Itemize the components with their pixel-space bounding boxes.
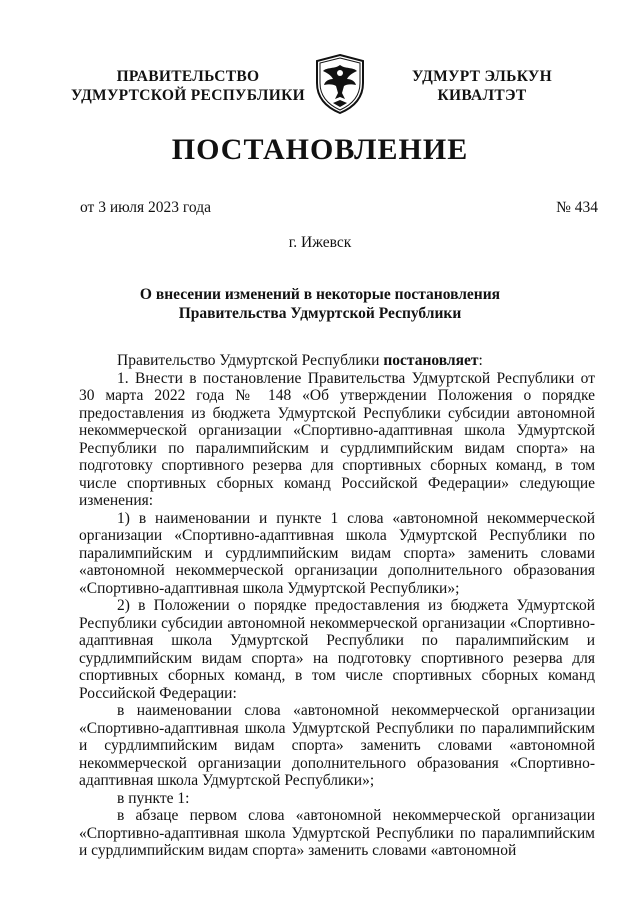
header-left-line2: УДМУРТСКОЙ РЕСПУБЛИКИ <box>70 87 305 104</box>
header-right-line1: УДМУРТ ЭЛЬКУН <box>412 68 552 85</box>
intro-colon: : <box>478 352 483 369</box>
body-paragraph-1: 1. Внести в постановление Правительства Удмуртской Республики от 30 марта 2022 года № 148 «Об утверждении Положения о порядке предоставления из бюджета Удмуртской Республики субсидии автономной некоммерческой организации «Спортивно-адаптивная школа Удмуртской Республики по паралимпийским и сурдлимпийским видам спорта» на подготовку спортивного резерва для спортивных сборных команд, в том числе спортивных сборных команд Российской Федерации» следующие изменения: <box>79 369 595 509</box>
document-number: № 434 <box>556 199 598 216</box>
title-line1: О внесении изменений в некоторые постановления <box>139 286 501 303</box>
document-city: г. Ижевск <box>288 234 352 251</box>
government-name-udmurt <box>398 67 566 105</box>
document-date: от 3 июля 2023 года <box>80 199 211 216</box>
body-paragraph-3: 2) в Положении о порядке предоставления из бюджета Удмуртской Республики субсидии автономной некоммерческой организации «Спортивно-адаптивная школа Удмуртской Республики по паралимпийским и сурдлимпийским видам спорта» на подготовку спортивного резерва для спортивных сборных команд, в том числе спортивных сборных команд Российской Федерации: <box>79 597 595 702</box>
header-left-line1: ПРАВИТЕЛЬСТВО <box>116 68 260 85</box>
body-intro <box>79 352 595 370</box>
body-paragraph-5: в пункте 1: <box>117 789 190 807</box>
document-type-heading: ПОСТАНОВЛЕНИЕ <box>171 133 469 166</box>
body-paragraph-4: в наименовании слова «автономной некоммерческой организации «Спортивно-адаптивная школа Удмуртской Республики по паралимпийским и сурдлимпийским видам спорта» заменить словами «автономной некоммерческой организации дополнительного образования «Спортивно-адаптивная школа Удмуртской Республики»; <box>79 702 595 789</box>
body-paragraph-2: 1) в наименовании и пункте 1 слова «автономной некоммерческой организации «Спортивно-адаптивная школа Удмуртской Республики по паралимпийским и сурдлимпийским видам спорта» заменить словами «автономной некоммерческой организации дополнительного образования «Спортивно-адаптивная школа Удмуртской Республики»; <box>79 509 595 597</box>
udmurt-coat-of-arms-icon <box>311 53 369 115</box>
government-name-russian <box>70 67 306 105</box>
title-line2: Правительства Удмуртской Республики <box>178 304 462 322</box>
document-body <box>79 352 595 860</box>
document-title <box>0 286 640 323</box>
intro-decree-verb: постановляет <box>383 352 479 369</box>
intro-text: Правительство Удмуртской Республики <box>117 352 384 369</box>
header-right-line2: КИВАЛТЭТ <box>437 87 527 104</box>
body-paragraph-6: в абзаце первом слова «автономной некоммерческой организации «Спортивно-адаптивная школа Удмуртской Республики по паралимпийским и сурдлимпийским видам спорта» заменить словами «автономной <box>79 807 595 859</box>
